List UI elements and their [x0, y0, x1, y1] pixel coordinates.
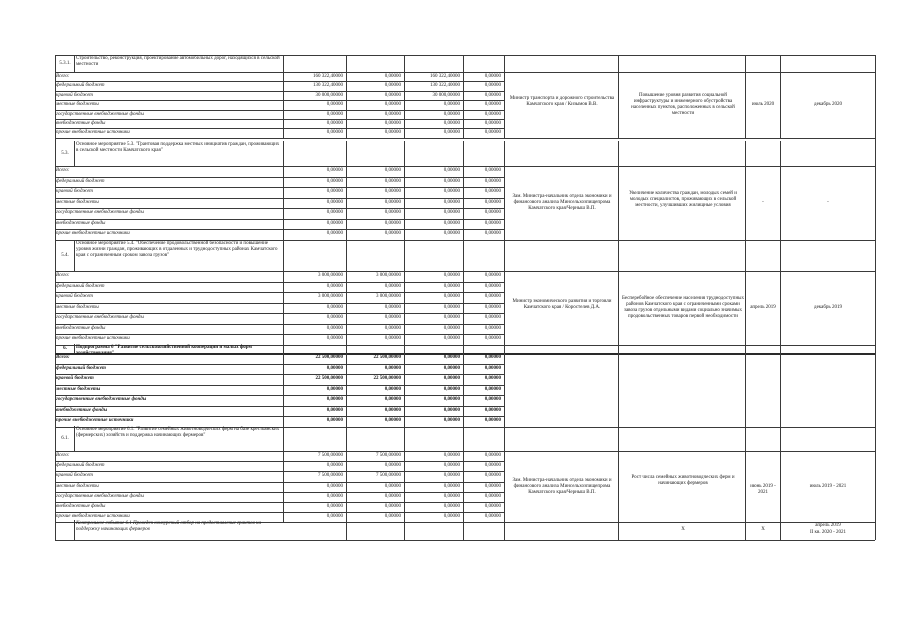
amount-cell: 0,00000 — [384, 504, 401, 509]
start-date-cell: апрель 2019 — [750, 304, 776, 310]
amount-cell: 7 500,00000 — [318, 453, 343, 458]
table-rule — [55, 502, 504, 503]
amount-cell: 0,00000 — [443, 483, 460, 489]
amount-cell: 0,00000 — [484, 74, 501, 79]
amount-cell: 0,00000 — [384, 397, 401, 402]
amount-cell: 0,00000 — [384, 365, 401, 371]
end-date-cell: июль 2019 - 2021 — [809, 483, 847, 489]
amount-cell: 0,00000 — [484, 231, 501, 236]
amount-cell: 0,00000 — [326, 365, 343, 371]
amount-cell: 0,00000 — [326, 336, 343, 341]
table-rule — [55, 198, 504, 199]
row-number: 6. — [63, 345, 67, 351]
row-title: Основное мероприятие 5.4. "Обеспечение продовольственной безопасности и повышение уровня жизни граждан, проживающих в отдаленных и труднодоступных районах Камчатского края с ограниченным сроком завоза грузов" — [76, 241, 278, 258]
budget-label-kray: краевой бюджет — [56, 92, 93, 98]
budget-label-kray: краевой бюджет — [56, 294, 93, 299]
budget-label-fed: федеральный бюджет — [56, 283, 105, 289]
amount-cell: 3 000,00000 — [318, 294, 343, 299]
amount-cell: 0,00000 — [484, 102, 501, 108]
table-rule — [55, 416, 504, 417]
table-rule — [780, 141, 781, 240]
table-rule — [55, 303, 504, 304]
amount-cell: 22 500,00000 — [315, 355, 343, 360]
budget-label-mest: местные бюджеты — [56, 102, 99, 108]
table-rule — [55, 119, 504, 120]
amount-cell: 0,00000 — [484, 355, 501, 360]
table-rule — [504, 520, 505, 540]
amount-cell: 0,00000 — [484, 473, 501, 479]
amount-cell: 0,00000 — [443, 304, 460, 310]
amount-cell: 0,00000 — [443, 325, 460, 331]
table-rule — [463, 141, 464, 240]
amount-cell: 0,00000 — [443, 463, 460, 469]
table-rule — [780, 55, 781, 138]
amount-cell: 130 322,40000 — [430, 83, 460, 89]
table-rule — [618, 240, 619, 345]
amount-cell: 0,00000 — [384, 407, 401, 413]
table-rule — [780, 426, 781, 522]
budget-label-vneb: внебюджетные фонды — [56, 504, 106, 509]
event-result: Х — [681, 527, 685, 532]
amount-cell: 0,00000 — [443, 210, 460, 215]
amount-cell: 0,00000 — [484, 121, 501, 126]
table-rule — [745, 240, 746, 345]
table-rule — [55, 138, 875, 139]
amount-cell: 0,00000 — [326, 514, 343, 520]
amount-cell: 22 500,00000 — [373, 355, 401, 360]
row-title: Основное мероприятие 6.1. "Развитие семейных животноводческих ферм на базе крестьянских (фермерских) хозяйств и поддержка начинающих фермеров" — [76, 427, 280, 438]
amount-cell: 0,00000 — [384, 168, 401, 173]
table-rule — [55, 492, 504, 493]
table-rule — [463, 520, 464, 540]
amount-cell: 0,00000 — [326, 304, 343, 310]
amount-cell: 0,00000 — [484, 304, 501, 310]
amount-cell: 0,00000 — [326, 407, 343, 413]
amount-cell: 7 500,00000 — [376, 473, 401, 479]
budget-label-proch: прочие внебюджетные источники — [56, 514, 130, 520]
amount-cell: 0,00000 — [484, 376, 501, 381]
amount-cell: 0,00000 — [443, 111, 460, 117]
row-number: 5.4. — [61, 252, 69, 258]
amount-cell: 0,00000 — [484, 220, 501, 226]
amount-cell: 0,00000 — [484, 168, 501, 173]
table-rule — [55, 512, 504, 513]
amount-cell: 0,00000 — [484, 493, 501, 499]
amount-cell: 0,00000 — [484, 83, 501, 89]
amount-cell: 0,00000 — [384, 283, 401, 289]
amount-cell: 0,00000 — [384, 463, 401, 469]
amount-cell: 0,00000 — [384, 121, 401, 126]
table-rule — [504, 344, 505, 427]
table-rule — [55, 292, 504, 293]
amount-cell: 0,00000 — [484, 199, 501, 205]
amount-cell: 0,00000 — [484, 365, 501, 371]
table-rule — [745, 344, 746, 427]
amount-cell: 0,00000 — [484, 189, 501, 194]
table-rule — [745, 55, 746, 138]
table-rule — [55, 374, 504, 375]
budget-label-gos: государственные внебюджетные фонды — [56, 493, 144, 499]
table-rule — [780, 240, 781, 345]
budget-label-vneb: внебюджетные фонды — [56, 325, 106, 331]
amount-cell: 0,00000 — [384, 483, 401, 489]
executor-cell: Зам. Министра-начальник отдела экономики и финансового анализа Минсельхозпищепрома Камчатского края/Черныш В.П. — [512, 477, 612, 495]
result-cell: Бесперебойное обеспечение населения труднодоступных районов Камчатского края с ограниченными сроками завоза грузов отдельными видами социально значимых продовольственных товаров первой необходимости — [621, 295, 744, 319]
amount-cell: 0,00000 — [443, 130, 460, 136]
amount-cell: 0,00000 — [484, 315, 501, 320]
amount-cell: 0,00000 — [384, 418, 401, 423]
amount-cell: 0,00000 — [443, 220, 460, 226]
amount-cell: 0,00000 — [384, 315, 401, 320]
amount-cell: 0,00000 — [384, 220, 401, 226]
amount-cell: 0,00000 — [484, 130, 501, 136]
row-title: Строительство, реконструкция, проектирование автомобильных дорог, находящихся в сельской местности — [76, 56, 280, 67]
table-rule — [55, 334, 504, 335]
amount-cell: 0,00000 — [484, 178, 501, 184]
amount-cell: 0,00000 — [484, 453, 501, 458]
table-rule — [780, 344, 781, 427]
budget-label-gos: государственные внебюджетные фонды — [56, 315, 144, 320]
budget-label-vsego: Всего: — [56, 74, 70, 79]
table-rule — [504, 426, 505, 522]
amount-cell: 0,00000 — [484, 504, 501, 509]
amount-cell: 0,00000 — [443, 514, 460, 520]
amount-cell: 0,00000 — [384, 178, 401, 184]
amount-cell: 0,00000 — [484, 514, 501, 520]
amount-cell: 0,00000 — [326, 386, 343, 392]
amount-cell: 0,00000 — [384, 199, 401, 205]
budget-label-vsego: Всего: — [56, 273, 70, 278]
table-rule — [55, 385, 504, 386]
amount-cell: 0,00000 — [384, 231, 401, 236]
amount-cell: 0,00000 — [384, 325, 401, 331]
table-rule — [55, 166, 875, 167]
table-rule — [504, 55, 505, 138]
end-date-cell: декабрь 2019 — [814, 304, 842, 310]
budget-label-vneb: внебюджетные фонды — [56, 407, 108, 413]
event-end-1: апрель 2019 — [815, 523, 841, 528]
amount-cell: 0,00000 — [326, 483, 343, 489]
table-rule — [618, 344, 619, 427]
table-rule — [55, 187, 504, 188]
amount-cell: 0,00000 — [484, 407, 501, 413]
end-date-cell: - — [827, 199, 829, 205]
amount-cell: 0,00000 — [326, 130, 343, 136]
amount-cell: 0,00000 — [484, 273, 501, 278]
table-rule — [346, 55, 347, 138]
table-rule — [55, 406, 504, 407]
table-rule — [463, 426, 464, 522]
table-rule — [55, 482, 504, 483]
result-cell: Увеличение количества граждан, молодых семей и молодых специалистов, проживающих в сельской местности, улучшивших жилищные условия — [629, 190, 737, 208]
table-rule — [55, 128, 504, 129]
result-cell: Рост числа семейных животноводческих ферм и начинающих фермеров — [631, 474, 735, 486]
amount-cell: 0,00000 — [384, 189, 401, 194]
table-rule — [74, 520, 75, 540]
amount-cell: 0,00000 — [443, 376, 460, 381]
amount-cell: 3 000,00000 — [318, 273, 343, 278]
table-rule — [404, 520, 405, 540]
amount-cell: 0,00000 — [384, 304, 401, 310]
table-rule — [74, 426, 75, 451]
amount-cell: 0,00000 — [326, 463, 343, 469]
amount-cell: 0,00000 — [326, 220, 343, 226]
table-rule — [55, 313, 504, 314]
amount-cell: 0,00000 — [443, 493, 460, 499]
table-rule — [404, 141, 405, 240]
table-rule — [55, 208, 504, 209]
row-number: 5.3. — [61, 150, 69, 156]
table-rule — [74, 240, 75, 271]
amount-cell: 0,00000 — [443, 407, 460, 413]
table-rule — [74, 344, 75, 353]
budget-label-gos: государственные внебюджетные фонды — [56, 210, 144, 215]
table-rule — [504, 240, 505, 345]
amount-cell: 0,00000 — [443, 199, 460, 205]
amount-cell: 0,00000 — [443, 418, 460, 423]
amount-cell: 0,00000 — [484, 283, 501, 289]
budget-label-kray: краевой бюджет — [56, 376, 94, 381]
amount-cell: 0,00000 — [484, 386, 501, 392]
amount-cell: 0,00000 — [384, 210, 401, 215]
amount-cell: 0,00000 — [326, 418, 343, 423]
budget-label-mest: местные бюджеты — [56, 304, 99, 310]
amount-cell: 0,00000 — [443, 168, 460, 173]
table-rule — [346, 141, 347, 240]
table-rule — [55, 461, 504, 462]
amount-cell: 0,00000 — [384, 83, 401, 89]
table-rule — [404, 426, 405, 522]
start-date-cell: июль 2020 — [751, 101, 775, 107]
row-title: Подпрограмма 6 "Развитие сельскохозяйственной кооперации и малых форм хозяйствования" — [76, 345, 252, 356]
table-rule — [875, 55, 876, 540]
amount-cell: 0,00000 — [443, 102, 460, 108]
budget-label-vneb: внебюджетные фонды — [56, 220, 106, 226]
table-rule — [55, 110, 504, 111]
amount-cell: 0,00000 — [326, 168, 343, 173]
table-rule — [504, 141, 505, 240]
amount-cell: 3 000,00000 — [376, 294, 401, 299]
table-rule — [55, 540, 875, 541]
amount-cell: 0,00000 — [384, 92, 401, 98]
table-rule — [55, 81, 504, 82]
amount-cell: 0,00000 — [484, 463, 501, 469]
amount-cell: 0,00000 — [443, 231, 460, 236]
end-date-cell: декабрь 2020 — [814, 101, 842, 107]
event-end-2: II кв. 2020 - 2021 — [809, 530, 847, 535]
amount-cell: 0,00000 — [384, 111, 401, 117]
amount-cell: 0,00000 — [326, 102, 343, 108]
amount-cell: 0,00000 — [326, 111, 343, 117]
amount-cell: 0,00000 — [443, 473, 460, 479]
amount-cell: 0,00000 — [384, 514, 401, 520]
amount-cell: 0,00000 — [326, 493, 343, 499]
budget-label-gos: государственные внебюджетные фонды — [56, 397, 147, 402]
table-rule — [55, 471, 504, 472]
budget-label-fed: федеральный бюджет — [56, 83, 105, 89]
executor-cell: Министр транспорта и дорожного строительства Камчатского края / Кизымов В.В. — [509, 95, 615, 107]
table-rule — [55, 229, 504, 230]
budget-label-gos: государственные внебюджетные фонды — [56, 111, 144, 117]
table-rule — [618, 141, 619, 240]
row-number: 5.3.1. — [59, 60, 71, 66]
budget-label-proch: прочие внебюджетные источники — [56, 336, 130, 341]
amount-cell: 0,00000 — [326, 189, 343, 194]
amount-cell: 0,00000 — [443, 365, 460, 371]
table-rule — [618, 55, 619, 138]
budget-label-mest: местные бюджеты — [56, 199, 99, 205]
amount-cell: 0,00000 — [484, 397, 501, 402]
amount-cell: 0,00000 — [326, 210, 343, 215]
amount-cell: 30 000,00000 — [315, 92, 343, 98]
amount-cell: 0,00000 — [384, 74, 401, 79]
amount-cell: 22 500,00000 — [315, 376, 343, 381]
amount-cell: 130 322,40000 — [313, 83, 343, 89]
amount-cell: 0,00000 — [443, 283, 460, 289]
amount-cell: 0,00000 — [443, 294, 460, 299]
table-rule — [346, 426, 347, 522]
amount-cell: 0,00000 — [326, 315, 343, 320]
budget-label-fed: федеральный бюджет — [56, 178, 105, 184]
table-rule — [346, 520, 347, 540]
amount-cell: 0,00000 — [443, 178, 460, 184]
amount-cell: 22 500,00000 — [373, 376, 401, 381]
amount-cell: 0,00000 — [443, 386, 460, 392]
amount-cell: 0,00000 — [443, 397, 460, 402]
amount-cell: 0,00000 — [443, 453, 460, 458]
amount-cell: 160 322,40000 — [313, 74, 343, 79]
table-rule — [283, 141, 284, 240]
row-number: 6.1. — [61, 435, 69, 441]
budget-label-vneb: внебюджетные фонды — [56, 121, 106, 126]
event-title: Контрольное событие 6.1 Проведен конкурсный отбор на предоставление грантов на поддержку начинающих фермеров — [76, 521, 262, 532]
table-rule — [55, 177, 504, 178]
table-rule — [55, 282, 504, 283]
amount-cell: 7 500,00000 — [376, 453, 401, 458]
budget-label-proch: прочие внебюджетные источники — [56, 130, 130, 136]
budget-label-proch: прочие внебюджетные источники — [56, 231, 130, 236]
amount-cell: 0,00000 — [443, 273, 460, 278]
amount-cell: 0,00000 — [443, 504, 460, 509]
table-rule — [55, 395, 504, 396]
table-rule — [283, 55, 284, 138]
table-rule — [55, 451, 875, 452]
budget-label-kray: краевой бюджет — [56, 473, 93, 479]
amount-cell: 0,00000 — [484, 483, 501, 489]
budget-label-fed: федеральный бюджет — [56, 365, 106, 371]
budget-label-mest: местные бюджеты — [56, 386, 101, 392]
amount-cell: 0,00000 — [326, 178, 343, 184]
table-rule — [55, 100, 504, 101]
amount-cell: 0,00000 — [484, 210, 501, 215]
amount-cell: 3 000,00000 — [376, 273, 401, 278]
table-rule — [618, 520, 619, 540]
amount-cell: 0,00000 — [443, 336, 460, 341]
budget-label-proch: прочие внебюджетные источники — [56, 418, 134, 423]
amount-cell: 0,00000 — [384, 493, 401, 499]
amount-cell: 0,00000 — [443, 355, 460, 360]
amount-cell: 0,00000 — [326, 397, 343, 402]
amount-cell: 0,00000 — [484, 111, 501, 117]
budget-label-kray: краевой бюджет — [56, 189, 93, 194]
table-rule — [404, 55, 405, 138]
amount-cell: 0,00000 — [443, 121, 460, 126]
table-rule — [55, 219, 504, 220]
amount-cell: 0,00000 — [443, 315, 460, 320]
amount-cell: 0,00000 — [326, 199, 343, 205]
table-rule — [618, 426, 619, 522]
amount-cell: 0,00000 — [484, 325, 501, 331]
amount-cell: 0,00000 — [326, 283, 343, 289]
amount-cell: 0,00000 — [326, 121, 343, 126]
budget-label-vsego: Всего: — [56, 355, 70, 360]
table-rule — [745, 141, 746, 240]
table-rule — [55, 364, 504, 365]
amount-cell: 0,00000 — [384, 130, 401, 136]
table-rule — [463, 55, 464, 138]
budget-label-vsego: Всего: — [56, 453, 70, 458]
amount-cell: 0,00000 — [326, 504, 343, 509]
table-rule — [55, 324, 504, 325]
budget-label-mest: местные бюджеты — [56, 483, 99, 489]
budget-label-vsego: Всего: — [56, 168, 70, 173]
amount-cell: 7 500,00000 — [318, 473, 343, 479]
table-rule — [55, 271, 875, 272]
amount-cell: 0,00000 — [384, 386, 401, 392]
start-date-cell: июнь 2019 - 2021 — [750, 483, 776, 495]
table-rule — [55, 91, 504, 92]
budget-label-fed: федеральный бюджет — [56, 463, 105, 469]
event-start: Х — [761, 527, 765, 532]
table-rule — [74, 55, 75, 72]
executor-cell: Министр экономического развития и торговли Камчатского края / Коростелев Д.А. — [512, 298, 612, 310]
amount-cell: 0,00000 — [326, 325, 343, 331]
amount-cell: 0,00000 — [384, 102, 401, 108]
amount-cell: 0,00000 — [443, 189, 460, 194]
amount-cell: 30 000,00000 — [432, 92, 460, 98]
amount-cell: 0,00000 — [484, 92, 501, 98]
table-rule — [745, 426, 746, 522]
amount-cell: 0,00000 — [484, 418, 501, 423]
result-cell: Повышение уровня развития социальной инфраструктуры и инженерного обустройства населенных пунктов, расположенных в сельской местности — [631, 92, 735, 116]
start-date-cell: - — [762, 199, 764, 205]
row-title: Основное мероприятие 5.3. "Грантовая поддержка местных инициатив граждан, проживающих в сельской местности Камчатского края" — [76, 142, 280, 153]
amount-cell: 160 322,40000 — [430, 74, 460, 79]
table-rule — [55, 72, 875, 73]
amount-cell: 0,00000 — [326, 231, 343, 236]
executor-cell: Зам. Министра-начальник отдела экономики и финансового анализа Минсельхозпищепрома Камчатского края/Черныш В.П. — [512, 193, 612, 211]
amount-cell: 0,00000 — [484, 336, 501, 341]
amount-cell: 0,00000 — [484, 294, 501, 299]
amount-cell: 0,00000 — [384, 336, 401, 341]
table-rule — [283, 426, 284, 522]
table-rule — [74, 141, 75, 166]
